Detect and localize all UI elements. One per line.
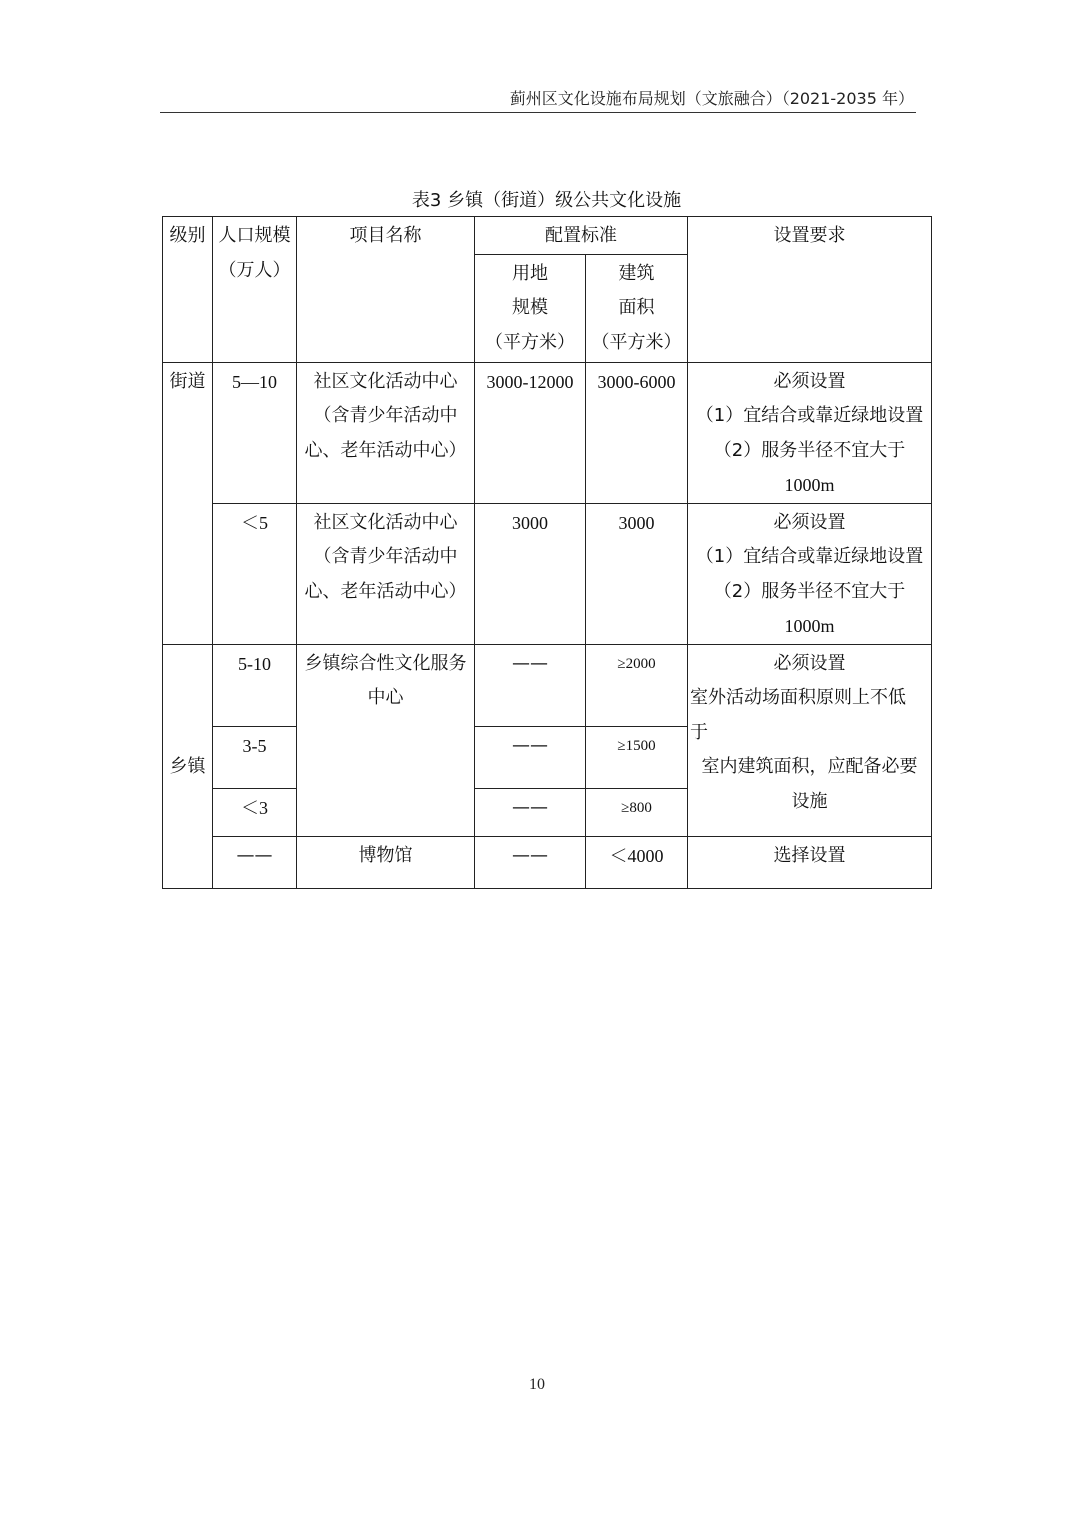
requirement-cell: 必须设置 室外活动场面积原则上不低 于 室内建筑面积，应配备必要 设施	[688, 644, 932, 836]
population-cell: ——	[213, 836, 297, 888]
land-cell: ——	[475, 726, 586, 788]
project-cell: 博物馆	[297, 836, 475, 888]
table-row	[163, 644, 932, 726]
population-cell: ＜5	[213, 503, 297, 644]
header-row	[163, 217, 932, 255]
facilities-table	[162, 216, 932, 889]
table-row	[163, 503, 932, 644]
header-level: 级别	[163, 217, 213, 363]
header-rule	[160, 112, 916, 113]
header-standard: 配置标准	[475, 217, 688, 255]
header-land-area: 用地 规模 （平方米）	[475, 254, 586, 362]
population-cell: 5—10	[213, 362, 297, 503]
page-number: 10	[529, 1376, 545, 1393]
table-caption: 表3 乡镇（街道）级公共文化设施	[411, 190, 682, 211]
level-town: 乡镇	[163, 644, 213, 888]
land-cell: ——	[475, 788, 586, 836]
project-cell: 社区文化活动中心 （含青少年活动中 心、老年活动中心）	[297, 503, 475, 644]
header-project: 项目名称	[297, 217, 475, 363]
requirement-cell: 必须设置 （1）宜结合或靠近绿地设置 （2）服务半径不宜大于 1000m	[688, 503, 932, 644]
population-cell: ＜3	[213, 788, 297, 836]
land-cell: ——	[475, 644, 586, 726]
project-cell: 社区文化活动中心 （含青少年活动中 心、老年活动中心）	[297, 362, 475, 503]
header-requirements: 设置要求	[688, 217, 932, 363]
land-cell: ——	[475, 836, 586, 888]
land-cell: 3000-12000	[475, 362, 586, 503]
header-population: 人口规模 （万人）	[213, 217, 297, 363]
level-street: 街道	[163, 362, 213, 644]
requirement-cell: 必须设置 （1）宜结合或靠近绿地设置 （2）服务半径不宜大于 1000m	[688, 362, 932, 503]
header-building-area: 建筑 面积 （平方米）	[586, 254, 688, 362]
building-cell: 3000	[586, 503, 688, 644]
population-cell: 5-10	[213, 644, 297, 726]
population-cell: 3-5	[213, 726, 297, 788]
building-cell: ≥2000	[586, 644, 688, 726]
building-cell: ≥1500	[586, 726, 688, 788]
land-cell: 3000	[475, 503, 586, 644]
requirement-cell: 选择设置	[688, 836, 932, 888]
building-cell: 3000-6000	[586, 362, 688, 503]
table-row	[163, 836, 932, 888]
building-cell: ＜4000	[586, 836, 688, 888]
table-row	[163, 362, 932, 503]
running-header-title: 蓟州区文化设施布局规划（文旅融合）（2021-2035 年）	[509, 89, 914, 108]
building-cell: ≥800	[586, 788, 688, 836]
project-cell: 乡镇综合性文化服务 中心	[297, 644, 475, 836]
